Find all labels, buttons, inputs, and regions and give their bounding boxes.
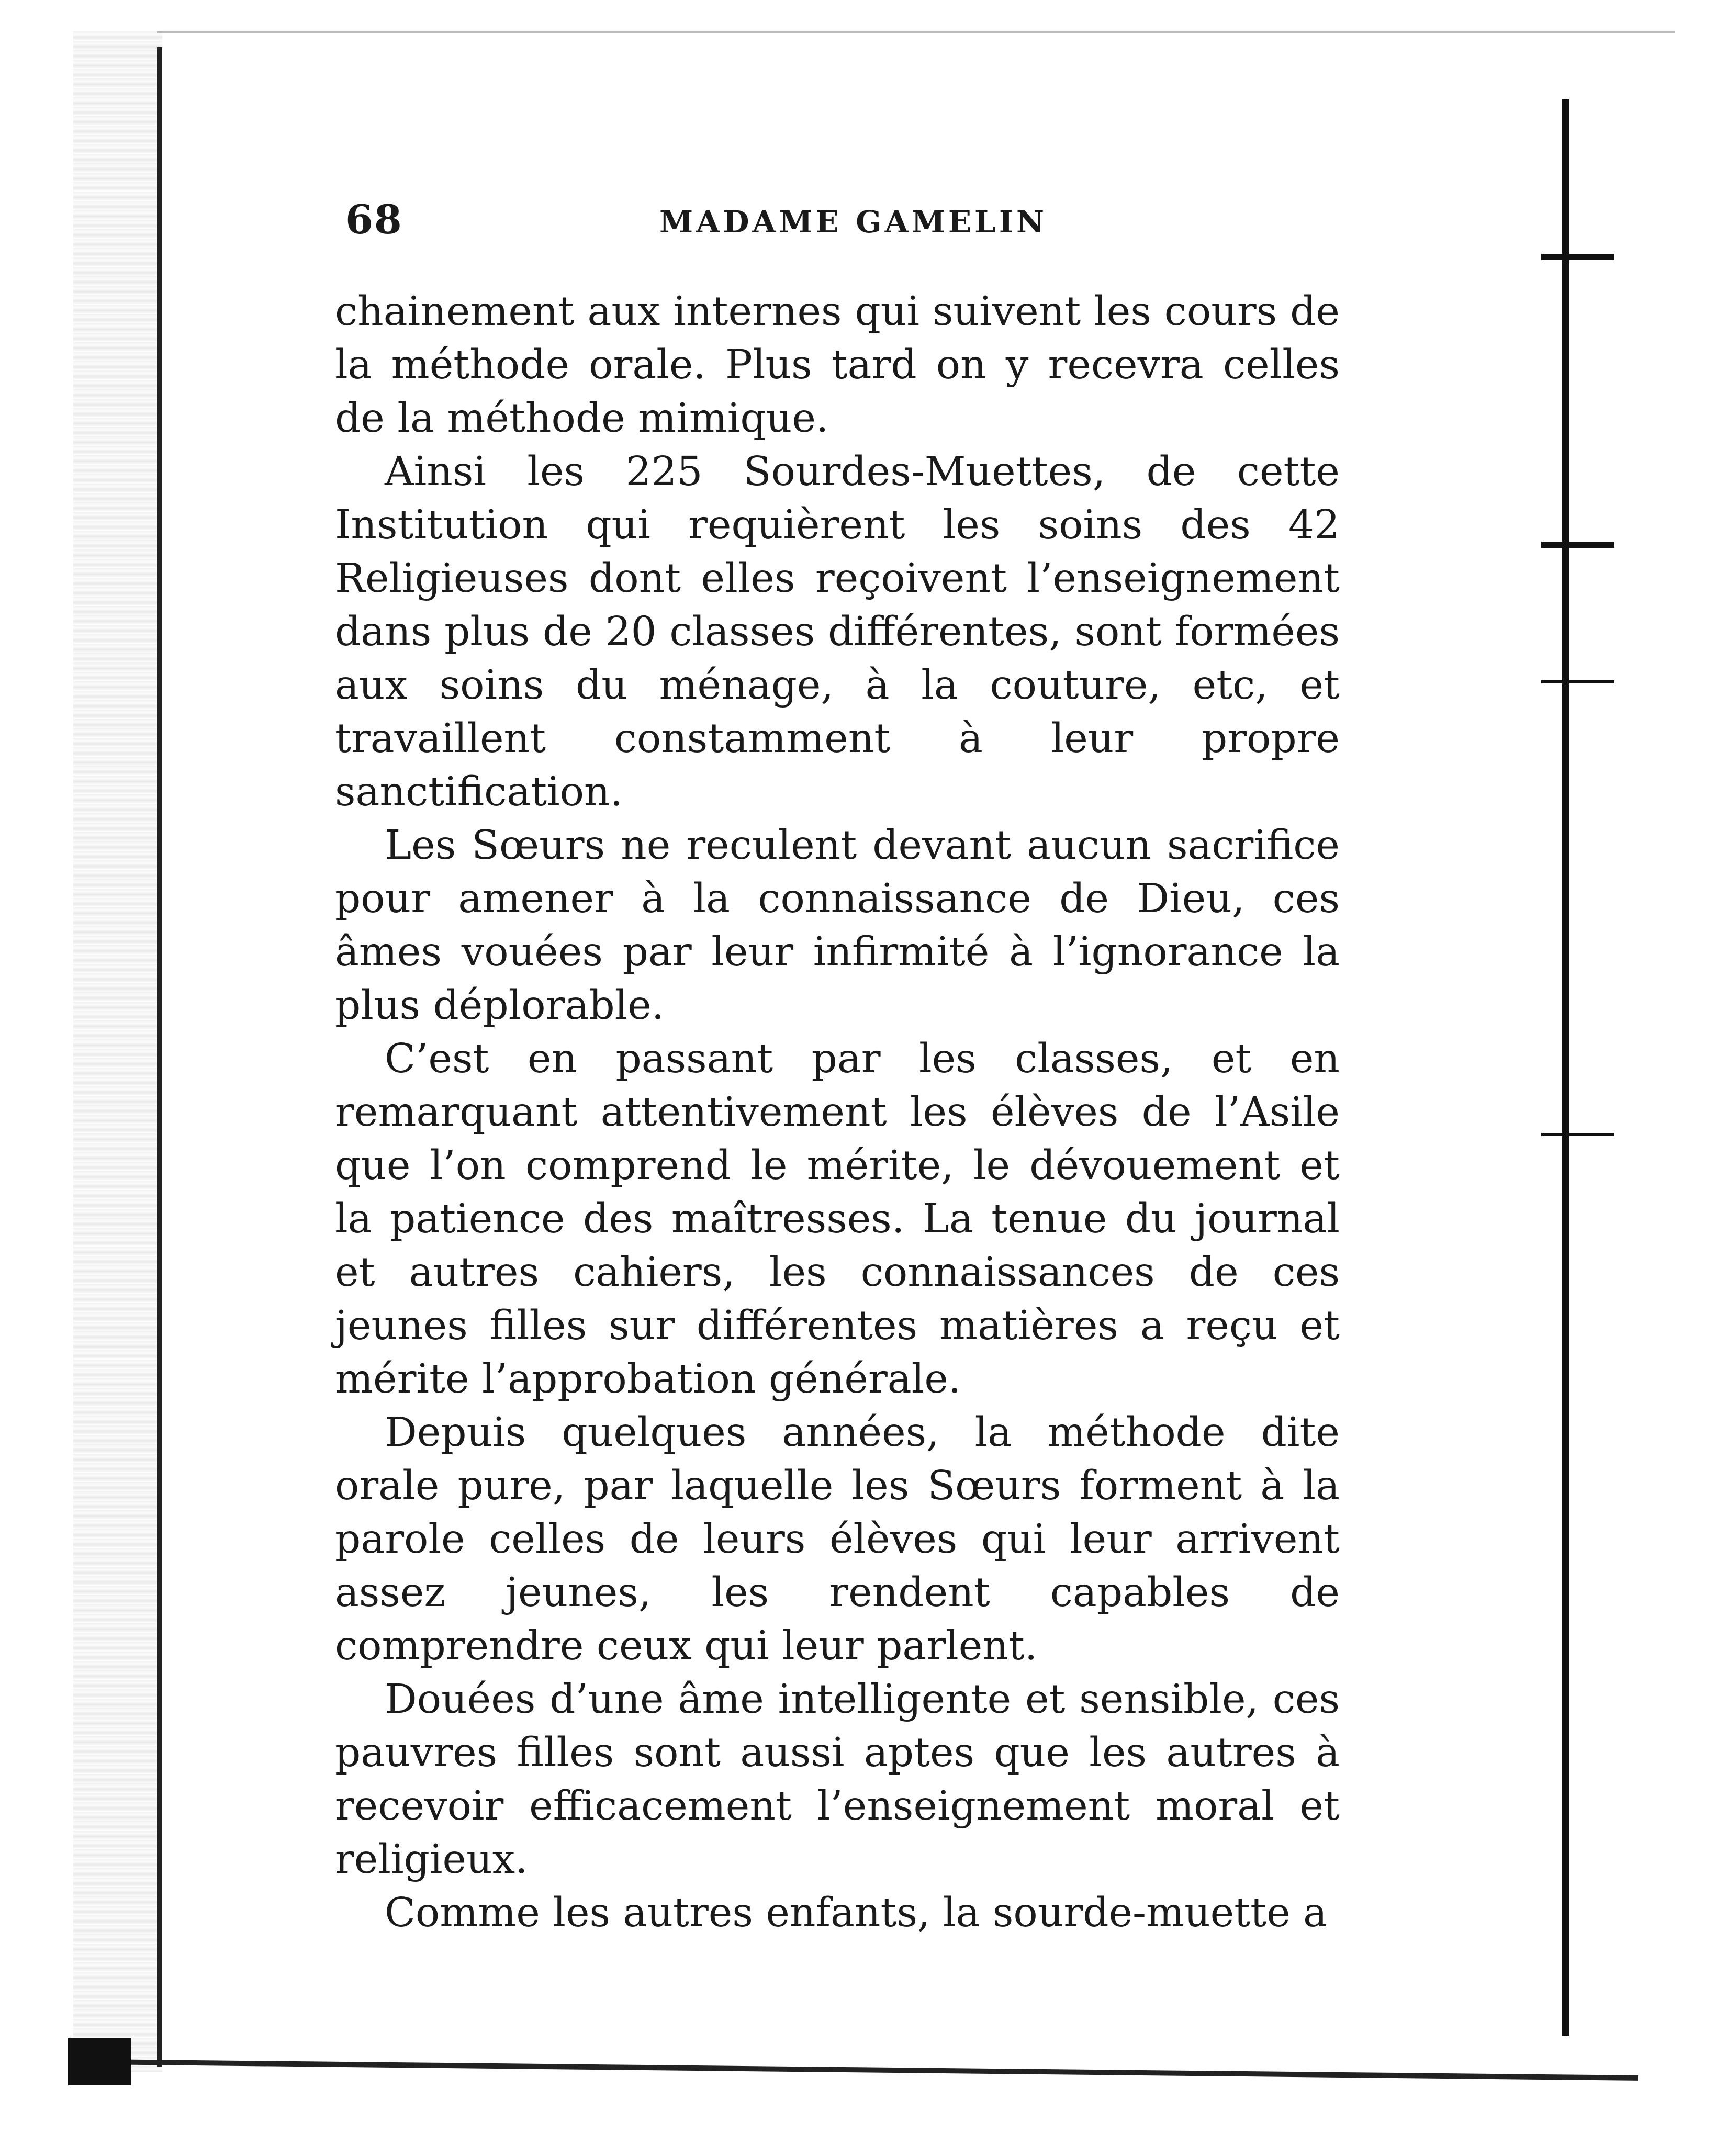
page-header [345,196,1340,254]
paragraph: Les Sœurs ne reculent devant aucun sacrifice pour amener à la connaissance de Dieu, ces âmes vouées par leur infirmité à l’ignorance la plus déplorable. [335,822,1340,1029]
running-title: MADAME GAMELIN [659,204,1047,240]
paragraph: Ainsi les 225 Sourdes-Muettes, de cette Institution qui requièrent les soins des 42 Religieuses dont elles reçoivent l’enseignement dans plus de 20 classes différentes, sont formées aux soins du ménage, à la couture, etc, et travaillent constamment à leur propre sanctification. [335,448,1340,815]
paragraph: Douées d’une âme intelligente et sensible, ces pauvres filles sont aussi aptes que les autres à recevoir efficacement l’enseignement moral et religieux. [335,1676,1340,1883]
scan-right-binding-rule [1562,99,1569,2036]
paragraph: Depuis quelques années, la méthode dite orale pure, par laquelle les Sœurs forment à la parole celles de leurs élèves qui leur arrivent assez jeunes, les rendent capables de comprendre ceux qui leur parlent. [335,1409,1340,1669]
scan-right-tick [1541,1133,1614,1136]
scan-right-tick [1541,542,1614,548]
scan-left-edge [157,47,162,2067]
scan-right-tick [1541,254,1614,260]
scan-margin-noise [73,31,162,2072]
scan-top-edge [157,31,1675,33]
paragraph: C’est en passant par les classes, et en remarquant attentivement les élèves de l’Asile que l’on comprend le mérite, le dévouement et la patience des maîtresses. La tenue du journal et autres cahiers, les connaissances de ces jeunes filles sur différentes matières a reçu et mérite l’approbation générale. [335,1036,1340,1402]
paragraph: Comme les autres enfants, la sourde-muette a [385,1890,1328,1936]
page-body [335,285,1340,1940]
scan-bottom-edge [94,2059,1638,2081]
scan-right-tick [1541,680,1614,683]
page-number: 68 [345,196,403,243]
paragraph: chainement aux internes qui suivent les cours de la méthode orale. Plus tard on y recevra celles de la méthode mimique. [335,288,1340,442]
scan-corner-block [68,2038,131,2085]
